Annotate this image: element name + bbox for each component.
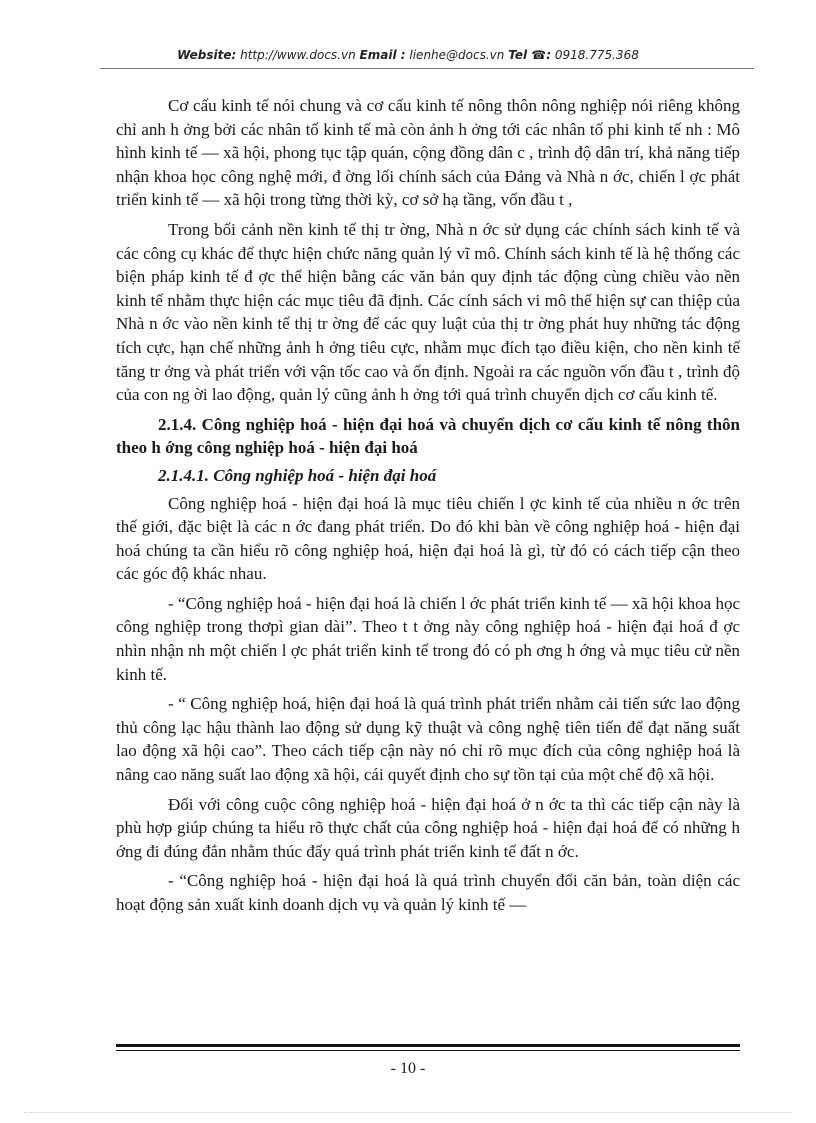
tel-number: 0918.775.368 (554, 48, 639, 62)
paragraph-5: - “ Công nghiệp hoá, hiện đại hoá là quá trình phát triển nhằm cải tiến sức lao động thủ công lạc hậu thành lao động sử dụng kỹ thuật và công nghệ tiên tiến để đạt năng suất lao động xã hội cao”. Theo cách tiếp cận này nó chỉ rõ mục đích của công nghiệp hoá là nâng cao năng suất lao động xã hội, cái quyết định cho sự tồn tại của một chế độ xã hội. (116, 694, 740, 785)
page-number: - 10 - (390, 1060, 426, 1077)
section-heading-2-1-4: 2.1.4. Công nghiệp hoá - hiện đại hoá và chuyển dịch cơ cấu kinh tế nông thôn theo h ớng công nghiệp hoá - hiện đại hoá (116, 414, 740, 458)
paragraph-7: - “Công nghiệp hoá - hiện đại hoá là quá trình chuyển đổi căn bản, toàn diện các hoạt động sản xuất kinh doanh dịch vụ và quản lý kinh tế — (116, 871, 740, 914)
page-content (116, 94, 740, 917)
email-label: Email : (359, 48, 406, 62)
footer-divider-thick (116, 1044, 740, 1047)
page-bottom-border (24, 1112, 792, 1113)
paragraph-6: Đối với công cuộc công nghiệp hoá - hiện đại hoá ở n ớc ta thì các tiếp cận này là phù hợp giúp chúng ta hiểu rõ thực chất của công nghiệp hoá - hiện đại hoá để có những h ớng đi đúng đắn nhằm thúc đẩy quá trình phát triển kinh tế đất n ớc. (116, 794, 740, 861)
paragraph-4: - “Công nghiệp hoá - hiện đại hoá là chiến l ớc phát triển kinh tế — xã hội khoa học công nghiệp trong thơpì gian dài”. Theo t t ởng này công nghiệp hoá - hiện đại hoá đ ợc nhìn nhận nh một chiến l ợc phát triển kinh tế trong đó có ph ơng h ớng và mục tiêu cử nền kinh tế. (116, 593, 740, 684)
page-header (60, 48, 756, 62)
tel-label: Tel ☎: (508, 48, 552, 62)
footer-divider-thin (116, 1050, 740, 1051)
paragraph-2: Trong bối cảnh nền kinh tế thị tr ờng, Nhà n ớc sử dụng các chính sách kinh tế và các công cụ khác để thực hiện chức năng quản lý vĩ mô. Chính sách kinh tế là hệ thống các biện pháp kinh tế đ ợc thể hiện bằng các văn bản quy định tác động cùng chiều vào nền kinh tế nhằm thực hiện các mục tiêu đã định. Các cính sách vi mô thể hiện sự can thiệp của Nhà n ớc vào nền kinh tế thị tr ờng để các quy luật của thị tr ờng phát huy những tác động tích cực, hạn chế những ảnh h ởng tiêu cực, nhằm mục đích tạo điều kiện, cho nền kinh tế tăng tr ởng và phát triển với vận tốc cao và ổn định. Ngoài ra các nguồn vốn đầu t , trình độ của con ng ời lao động, quản lý cũng ảnh h ởng tới quá trình chuyển dịch cơ cấu kinh tế. (116, 219, 740, 405)
header-divider (100, 68, 754, 69)
email-address: lienhe@docs.vn (409, 48, 505, 62)
paragraph-1: Cơ cấu kinh tế nói chung và cơ cấu kinh tế nông thôn nông nghiệp nói riêng không chỉ anh h ởng bởi các nhân tố kinh tế mà còn ảnh h ởng tới các nhân tố phi kinh tế nh : Mô hình kinh tế — xã hội, phong tục tập quán, cộng đồng dân c , trình độ dân trí, khả năng tiếp nhận khoa học công nghệ mới, đ ờng lối chính sách của Đảng và Nhà n ớc, chiến l ợc phát triển kinh tế — xã hội trong từng thời kỳ, cơ sở hạ tầng, vốn đầu t , (116, 96, 740, 210)
paragraph-3: Công nghiệp hoá - hiện đại hoá là mục tiêu chiến l ợc kinh tế của nhiều n ớc trên thế giới, đặc biệt là các n ớc đang phát triển. Do đó khi bàn về công nghiệp hoá - hiện đại hoá chúng ta cần hiểu rõ công nghiệp hoá, hiện đại hoá là gì, từ đó có cách tiếp cận theo các góc độ khác nhau. (116, 493, 740, 584)
subsection-heading-2-1-4-1: 2.1.4.1. Công nghiệp hoá - hiện đại hoá (158, 465, 437, 485)
website-url: http://www.docs.vn (240, 48, 356, 62)
website-label: Website: (177, 48, 237, 62)
